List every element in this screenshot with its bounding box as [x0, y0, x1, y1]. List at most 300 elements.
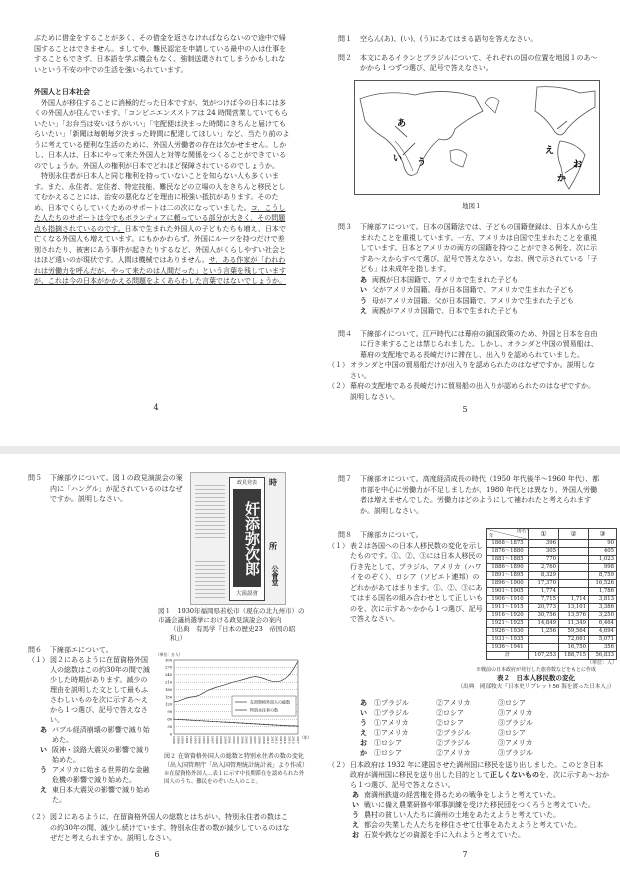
table-row — [487, 596, 617, 604]
map-label: か — [557, 174, 567, 184]
paragraph: 外国人が移住することに消極的だった日本ですが、気がつけば今の日本には多くの外国人が住んでいます。「コンビニエンスストアは 24 時間営業していてもらいたい」「お弁当は安いほうがいい」「宅配便は決まった時間にきちんと届けてもらいたい」「新聞は毎朝毎夕決まった時間に配達してほしい」など、当たり前のように考えている便利な生活のために、外国人労働者の存在は欠かせません。しかし、日本人は、日本にやって来た外国人と対等な関係をつくることができているのでしょうか。外国人の権利が日本でどれほど保障されているのでしょうか。 — [34, 98, 290, 170]
choice-country: ②アメリカ — [436, 749, 471, 757]
choice-text: 両親がアメリカ国籍で、日本で生まれた子ども — [372, 307, 519, 315]
underline-sa: サ．ある作家が「われわれは労働力を呼んだが、やって来たのは人間だった」という言葉を残していますが、これは今の日本がかかえる問題をよくあらわした言葉ではないでしょうか。 — [34, 256, 286, 285]
choice-text: 母がアメリカ国籍、父が日本国籍で、アメリカで生まれた子ども — [372, 296, 574, 305]
choice — [338, 800, 610, 810]
x-tick-label: 1988 — [172, 736, 176, 744]
question-number: 問８ — [338, 531, 352, 539]
table-cell: 4,694 — [589, 628, 617, 636]
table-cell: 1936～1941 — [487, 644, 529, 652]
x-tick-label: 2016 — [291, 736, 296, 744]
choice-text: 両親が日本国籍で、アメリカで生まれた子ども — [372, 275, 519, 284]
choice-key: あ — [40, 725, 47, 734]
x-tick-label: 2012 — [274, 736, 279, 744]
choice — [28, 725, 152, 745]
choice-country: ①ブラジル — [374, 699, 409, 707]
combo-choice — [338, 718, 600, 728]
choice-text: 戦いに備え農業研修や軍事訓練を受けた移民団をつくろうと考えていた。 — [364, 801, 595, 809]
choice — [338, 306, 600, 317]
table-cell — [559, 556, 589, 564]
choice-key: う — [360, 718, 367, 727]
data-point — [191, 720, 192, 721]
question-text: 空らん(あ)、(い)、(う)にあてはまる語句を答えなさい。 — [360, 35, 538, 43]
y-unit: （単位：万人） — [156, 652, 183, 657]
choice-key: あ — [360, 274, 367, 284]
map-caption: 地図１ — [462, 202, 482, 210]
sub-number: （２） — [328, 761, 349, 769]
x-tick-label: 1998 — [214, 736, 219, 744]
table-cell: 5,071 — [589, 636, 617, 644]
choice-text: 農村の貧しい人たちに満州の土地をあたえようと考えていた。 — [364, 811, 560, 819]
text: 日本で生まれた外国人の子どもたちも増え、日本で亡くなる外国人も増えています。にもかかわらず、外国にルーツを持つだけで差別されたり、被害にあう事件が起きたりするなど、外国人がくらしやすい社会とはほど遠いのが現状です。人間は機械ではありません。 — [34, 224, 286, 264]
legend-label: 在留資格外国人の総数 — [250, 699, 290, 705]
x-tick-label: 1992 — [189, 736, 194, 744]
x-tick-label: 1990 — [180, 736, 185, 744]
table-cell: 998 — [589, 564, 617, 572]
choice-text: 都会の失業した人たちを移住させて仕事をあたえようと考えていた。 — [364, 821, 581, 829]
data-point — [255, 723, 256, 724]
table-cell: 1921～1925 — [487, 620, 529, 628]
page-4 — [34, 33, 290, 287]
question-number: 問７ — [338, 475, 352, 483]
data-point — [199, 720, 200, 721]
choice-key: お — [360, 738, 367, 747]
table-cell: 1,774 — [529, 588, 559, 596]
sub-number: （２） — [28, 813, 49, 821]
table-cell: 1916～1920 — [487, 612, 529, 620]
y-tick-label: 120 — [165, 702, 172, 707]
map-label: お — [573, 160, 583, 170]
choice — [28, 765, 152, 785]
question-3 — [338, 222, 600, 275]
table-cell: 1,256 — [529, 628, 559, 636]
choice-country: ③ブラジル — [498, 749, 533, 757]
choice — [28, 745, 152, 765]
x-tick-label: 2013 — [278, 736, 283, 744]
figure-1-caption: 図１ 1930年福岡県若松市（現在の北九州市）の市議会議員選挙における政見演説会の案内 — [158, 607, 305, 624]
question-text: 下線部ウについて。図１の政見演説会の案内に「ハングル」が記されているのはなぜですか。説明しなさい。 — [50, 474, 183, 503]
table-2 — [486, 528, 617, 660]
table-cell: 8,329 — [529, 572, 559, 580]
data-point — [276, 725, 277, 726]
page-number: 5 — [462, 405, 468, 414]
text: 日本政府は 1932 年に建国させた満州国に移民を送り出しました。このとき日本政府が満州国に移民を送り出した目的として — [350, 761, 604, 779]
question-8-2 — [328, 760, 610, 840]
y-tick-label: 180 — [165, 687, 172, 692]
table-cell: 3,386 — [589, 604, 617, 612]
table-cell: 1911～1915 — [487, 604, 529, 612]
choice-country: ②ブラジル — [436, 729, 471, 737]
x-tick-label: 2000 — [223, 736, 228, 744]
data-point — [263, 724, 264, 725]
sub-text: 図２にあるように在留資格外国人の総数はこの約30年の間で減少した時期があります。減少の理由を説明した文として最もふさわしいものを次に示すあ～えから１つ選び、記号で答えなさい。 — [50, 656, 150, 724]
table-cell: 20,773 — [529, 604, 559, 612]
sub-text — [350, 760, 610, 790]
choice-country: ①アメリカ — [374, 729, 409, 737]
choice — [338, 820, 610, 830]
choice-key: い — [352, 800, 359, 809]
table-row — [487, 580, 617, 588]
table-row — [487, 628, 617, 636]
x-tick-label: 1994 — [197, 736, 202, 744]
y-tick-label: 270 — [165, 665, 172, 670]
table-cell: 107,253 — [529, 652, 559, 660]
data-point — [173, 719, 174, 720]
combo-choice — [338, 748, 600, 758]
choice-text: アメリカに始まる世界的な金融危機の影響で減り始めた。 — [52, 766, 150, 784]
choice — [338, 285, 600, 296]
data-point — [229, 722, 230, 723]
table-2-block — [455, 528, 617, 691]
table-unit: （単位：人） — [586, 660, 617, 666]
page-number: 4 — [153, 403, 159, 412]
choice-country: ②アメリカ — [436, 699, 471, 707]
x-unit: （年） — [300, 735, 312, 740]
choice-key: あ — [360, 698, 367, 707]
question-text: 下線部オについて。高度経済成長の時代（1950 年代後半～1960 年代）、都市部を中心に労働力が不足しましたが、1980 年代とは異なり、外国人労働者は増えませんでした。労働力はどのようにして補われたと考えられますか。説明しなさい。 — [360, 475, 600, 515]
map-label: い — [393, 154, 403, 164]
data-point — [259, 724, 260, 725]
data-point — [195, 720, 196, 721]
y-tick-label: 60 — [167, 717, 172, 722]
x-tick-label: 1989 — [176, 736, 181, 744]
map-label: え — [545, 146, 555, 156]
page-number: 6 — [154, 850, 160, 859]
poster-side: 公會堂 — [271, 565, 280, 586]
table-cell: 1931～1935 — [487, 636, 529, 644]
section-heading: 外国人と日本社会 — [34, 87, 90, 96]
y-tick-label: 30 — [167, 724, 172, 729]
text: 特別永住者が日本人と同じ権利を持っていないことを知らない人も多くいます。また、永住者、定住者、特定技能、難民などの立場の人をきちんと移民としてむかえることには、治安の悪化などを理由に根強い抵抗があります。そのため、日本でくらしていくためのサポートは二の次になっていました。 — [34, 172, 286, 212]
question-7 — [338, 474, 600, 516]
choice-text: バブル経済崩壊の影響で減り始めた。 — [52, 726, 150, 744]
map-1 — [354, 80, 600, 195]
table-cell: 16,526 — [589, 580, 617, 588]
table-cell — [559, 540, 589, 548]
data-point — [208, 721, 209, 722]
sub-question — [328, 360, 600, 381]
table-cell: 1,023 — [589, 556, 617, 564]
text: を、次に示すあ～おから１つ選び、記号で答えなさい。 — [350, 771, 609, 789]
choice — [28, 785, 152, 805]
page-5 — [338, 34, 600, 74]
data-point — [297, 726, 298, 727]
figure-1-poster — [190, 472, 286, 605]
table-cell: 計 — [487, 652, 529, 660]
page-number: 7 — [462, 850, 468, 859]
table-cell: 17,370 — [529, 580, 559, 588]
table-cell: 14,849 — [529, 620, 559, 628]
x-tick-label: 2009 — [261, 736, 266, 744]
data-point — [272, 724, 273, 725]
table-cell: 1896～1900 — [487, 580, 529, 588]
poster-bottom: 大演説會 — [235, 591, 258, 597]
sub-number: （２） — [328, 382, 349, 390]
data-point — [182, 719, 183, 720]
table-cell: 2,760 — [529, 564, 559, 572]
data-point — [242, 723, 243, 724]
choice — [338, 296, 600, 307]
combo-choice — [338, 708, 600, 718]
data-point — [203, 720, 204, 721]
table-cell: 770 — [529, 556, 559, 564]
question-text: 下線部エについて。 — [50, 646, 113, 654]
figure-1-caption-block — [158, 607, 308, 643]
figure-2-chart — [154, 650, 310, 750]
table-note: ※戦前の日本政府が発行した旅券数などをもとに作成 — [475, 667, 596, 673]
choice-country: ②ブラジル — [436, 739, 471, 747]
y-tick-label: 210 — [165, 680, 172, 685]
x-tick-label: 2007 — [253, 736, 258, 744]
choice-key: え — [40, 785, 47, 794]
combo-choice — [338, 698, 600, 708]
choice-country: ①ロシア — [374, 749, 402, 757]
table-row — [487, 588, 617, 596]
combo-choices — [338, 698, 600, 758]
sub-question — [328, 381, 600, 402]
y-tick-label: 240 — [165, 673, 172, 678]
question-text: 下線部カについて。 — [360, 531, 423, 539]
choice — [338, 830, 610, 840]
question-number: 問４ — [338, 329, 352, 338]
table-cell: 1906～1910 — [487, 596, 529, 604]
question-4 — [338, 329, 600, 361]
choice-key: え — [360, 728, 367, 737]
question-number: 問１ — [338, 35, 352, 43]
y-tick-label: 150 — [165, 695, 172, 700]
table-cell: 3,813 — [589, 596, 617, 604]
choice — [338, 275, 600, 286]
paragraph: ぶために借金をすることが多く、その借金を返さなければならないので途中で帰国することはできません。ましてや、難民認定を申請している最中の人は仕事をすることもできず、日本語を学ぶ機会もなく、強制送還されてしまうかもしれないという不安の中での生活を強いられています。 — [34, 34, 287, 74]
table-cell — [559, 572, 589, 580]
sub-number: （１） — [328, 541, 349, 550]
map-label: あ — [397, 119, 407, 129]
data-point — [212, 721, 213, 722]
data-point — [267, 724, 268, 725]
caption-source: （出入国管理庁「出入国管理統計統計表」より作成） — [164, 762, 309, 769]
table-cell: 59,564 — [559, 628, 589, 636]
table-row — [487, 604, 617, 612]
choice-country: ③アメリカ — [498, 739, 533, 747]
question-text: 本文にあるイランとブラジルについて、それぞれの国の位置を地図１のあ～かから１つずつ選び、記号で答えなさい。 — [360, 53, 598, 72]
corner-country: 国名 — [517, 529, 526, 534]
sub-text: 表２は各国への日本人移民数の変化を示したものです。①、②、③には日本人移民の行き先として、ブラジル、アメリカ（ハワイをのぞく）、ロシア（ソビエト連邦）のどれかがあてはまります。①、②、③にあてはまる国名の組み合わせとして正しいものを、次に示すあ～かから１つ選び、記号で答えなさい。 — [350, 541, 483, 623]
choice-country: ①アメリカ — [374, 719, 409, 727]
table-cell: 405 — [589, 548, 617, 556]
figure-2-caption — [164, 752, 308, 786]
table-cell — [559, 564, 589, 572]
table-cell — [559, 588, 589, 596]
choice-text: 父がアメリカ国籍、母が日本国籍で、アメリカで生まれた子ども — [372, 286, 574, 294]
corner-year: 年 — [489, 534, 494, 539]
x-tick-label: 2003 — [236, 736, 241, 744]
choice-key: お — [352, 830, 359, 839]
table-cell — [529, 644, 559, 652]
x-tick-label: 1996 — [206, 736, 211, 744]
y-tick-label: 90 — [167, 710, 172, 715]
column-header: ② — [559, 529, 589, 540]
table-row — [487, 612, 617, 620]
page-5-lower — [328, 222, 600, 402]
question-number: 問６ — [28, 646, 42, 654]
choice-text: 阪神・淡路大震災の影響で減り始めた。 — [52, 746, 150, 764]
table-cell: 90 — [589, 540, 617, 548]
table-cell: 30,756 — [529, 612, 559, 620]
table-cell: 1901～1905 — [487, 588, 529, 596]
table-cell: 356 — [589, 644, 617, 652]
sub-number: （１） — [328, 361, 349, 369]
choice-country: ①ロシア — [374, 739, 402, 747]
question-text: 下線部アについて。日本の国籍法では、子どもの国籍登録は、日本人から生まれたことを重視しています。一方、アメリカは自国で生まれたことを重視しています。日本とアメリカの両方の国籍を持つことができる例を、次に示すあ～えからすべて選び、記号で答えなさい。なお、例で示されている「子ども」は未成年を指します。 — [360, 223, 598, 273]
figure-1-source: （出典 有馬学『日本の歴史23 帝国の昭和』） — [170, 625, 296, 642]
table-cell: 8,759 — [589, 572, 617, 580]
table-row — [487, 644, 617, 652]
sub-text: 幕府の支配地である長崎だけに貿易船の出入りが認められたのはなぜですか。説明しなさい。 — [350, 382, 595, 401]
table-caption: 表２ 日本人移民数の変化 — [497, 674, 575, 682]
y-tick-label: 0 — [169, 732, 172, 737]
legend-label: 特別永住者の数 — [250, 707, 278, 713]
choice-key: か — [360, 748, 367, 757]
sub-number: （１） — [28, 656, 49, 664]
choice-country: ②ロシア — [436, 719, 464, 727]
table-cell: 305 — [529, 548, 559, 556]
choice-country: ③アメリカ — [498, 709, 533, 717]
data-point — [216, 721, 217, 722]
combo-choice — [338, 728, 600, 738]
y-tick-label: 300 — [165, 658, 172, 663]
table-cell — [559, 580, 589, 588]
table-source: （出典 岡部牧夫『日本史リブレット56 海を渡った日本人』） — [457, 684, 615, 690]
table-cell: 1886～1890 — [487, 564, 529, 572]
table-cell: 396 — [529, 540, 559, 548]
choice — [338, 790, 610, 800]
x-tick-label: 2004 — [240, 736, 245, 744]
x-tick-label: 2011 — [270, 736, 275, 744]
column-header: ③ — [589, 529, 617, 540]
choice-text: 南満州鉄道の経営権を得るための戦争をしようと考えていた。 — [364, 791, 560, 799]
question-6 — [28, 645, 152, 805]
x-tick-label: 2006 — [248, 736, 253, 744]
table-row — [487, 556, 617, 564]
choice-key: え — [360, 306, 367, 315]
choice-key: う — [40, 765, 47, 774]
data-point — [280, 725, 281, 726]
poster-name: 奸添弥次郎 — [233, 489, 261, 587]
data-point — [289, 725, 290, 726]
table-row — [487, 548, 617, 556]
poster-place: 所 — [269, 541, 277, 551]
choice-text: 東日本大震災の影響で減り始めた。 — [52, 786, 150, 804]
question-5 — [28, 473, 183, 505]
table-row — [487, 636, 617, 644]
table-cell: 7,715 — [529, 596, 559, 604]
x-tick-label: 2010 — [266, 736, 271, 744]
table-cell: 1926～1930 — [487, 628, 529, 636]
data-point — [178, 719, 179, 720]
caption-note: ※在留資格外国人…表１に示す中長期滞在を認められた外国人のうち、難民をのぞいた人のこと。 — [164, 771, 305, 785]
x-tick-label: 1991 — [184, 736, 189, 744]
table-cell: 1868～1875 — [487, 540, 529, 548]
choice — [338, 810, 610, 820]
table-cell: 13,576 — [559, 612, 589, 620]
data-point — [233, 722, 234, 723]
table-cell — [559, 548, 589, 556]
table-row — [487, 652, 617, 660]
x-tick-label: 1999 — [219, 736, 224, 744]
table-row — [487, 564, 617, 572]
question-number: 問３ — [338, 223, 352, 231]
choice-text: 石炭や鉄などの資源を手に入れようと考えていた。 — [364, 831, 525, 839]
question-number: 問５ — [28, 474, 42, 482]
table-cell — [529, 636, 559, 644]
underline-ko: コ．こうした人たちのサポートは今でもボランティアに頼っている部分が大きく、その問題点も指摘されているのです。 — [34, 203, 286, 233]
x-tick-label: 2002 — [231, 736, 236, 744]
sub-text: オランダと中国の貿易船だけが出入りを認められたのはなぜですか。説明しなさい。 — [350, 361, 595, 380]
world-map — [355, 81, 599, 194]
choice-country: ③ロシア — [498, 699, 526, 707]
table-row — [487, 620, 617, 628]
table-cell: 1876～1880 — [487, 548, 529, 556]
table-cell: 1,714 — [559, 596, 589, 604]
choice-key: い — [40, 745, 47, 754]
choice-key: あ — [352, 790, 359, 799]
table-cell: 72,661 — [559, 636, 589, 644]
table-cell: 1881～1885 — [487, 556, 529, 564]
table-row — [487, 540, 617, 548]
paragraph — [34, 171, 290, 287]
choice-country: ③ブラジル — [498, 719, 533, 727]
x-tick-label: 1995 — [201, 736, 206, 744]
sub-text: 図２にあるように、在留資格外国人の総数とはちがい、特別永住者の数はこの約30年の間、減少し続けています。特別永住者の数が減少しているのはなぜだと考えられますか。説明しなさい。 — [50, 813, 290, 842]
poster-time: 時 — [269, 477, 277, 487]
choice-key: い — [360, 285, 367, 294]
caption-title: 図２ 在留資格外国人の総数と特別永住者の数の変化 — [164, 753, 304, 760]
x-tick-label: 2017 — [296, 736, 300, 744]
table-cell: 1891～1895 — [487, 572, 529, 580]
x-tick-label: 1993 — [193, 736, 198, 744]
data-point — [285, 725, 286, 726]
data-point — [186, 719, 187, 720]
x-tick-label: 2008 — [257, 736, 262, 744]
table-cell: 11,349 — [559, 620, 589, 628]
data-point — [238, 722, 239, 723]
question-number: 問２ — [338, 53, 352, 62]
x-tick-label: 2014 — [283, 736, 288, 744]
choice-key: え — [352, 820, 359, 829]
table-cell: 16,750 — [559, 644, 589, 652]
column-header: ① — [529, 529, 559, 540]
choice-country: ②ロシア — [436, 709, 464, 717]
map-label: う — [417, 158, 427, 168]
question-6-2 — [28, 812, 290, 844]
data-point — [220, 721, 221, 722]
x-tick-label: 2015 — [287, 736, 292, 744]
x-tick-label: 2001 — [227, 736, 232, 744]
choice-key: う — [360, 295, 367, 305]
page-gap — [0, 446, 620, 454]
x-tick-label: 1997 — [210, 736, 215, 744]
table-cell: 3,250 — [589, 612, 617, 620]
question-text: 下線部イについて。江戸時代には幕府の鎖国政策のため、外国と日本を自由に行き来することは禁じられました。しかし、オランダと中国の貿易船は、幕府の支配地である長崎だけに滞在し、出入りを認められていました。 — [360, 329, 598, 359]
emphasis: 正しくないもの — [490, 770, 539, 779]
choice-country: ③ロシア — [498, 729, 526, 737]
x-tick-label: 2005 — [244, 736, 249, 744]
line-chart — [154, 650, 310, 750]
table-row — [487, 572, 617, 580]
question-1 — [338, 34, 600, 45]
combo-choice — [338, 738, 600, 748]
